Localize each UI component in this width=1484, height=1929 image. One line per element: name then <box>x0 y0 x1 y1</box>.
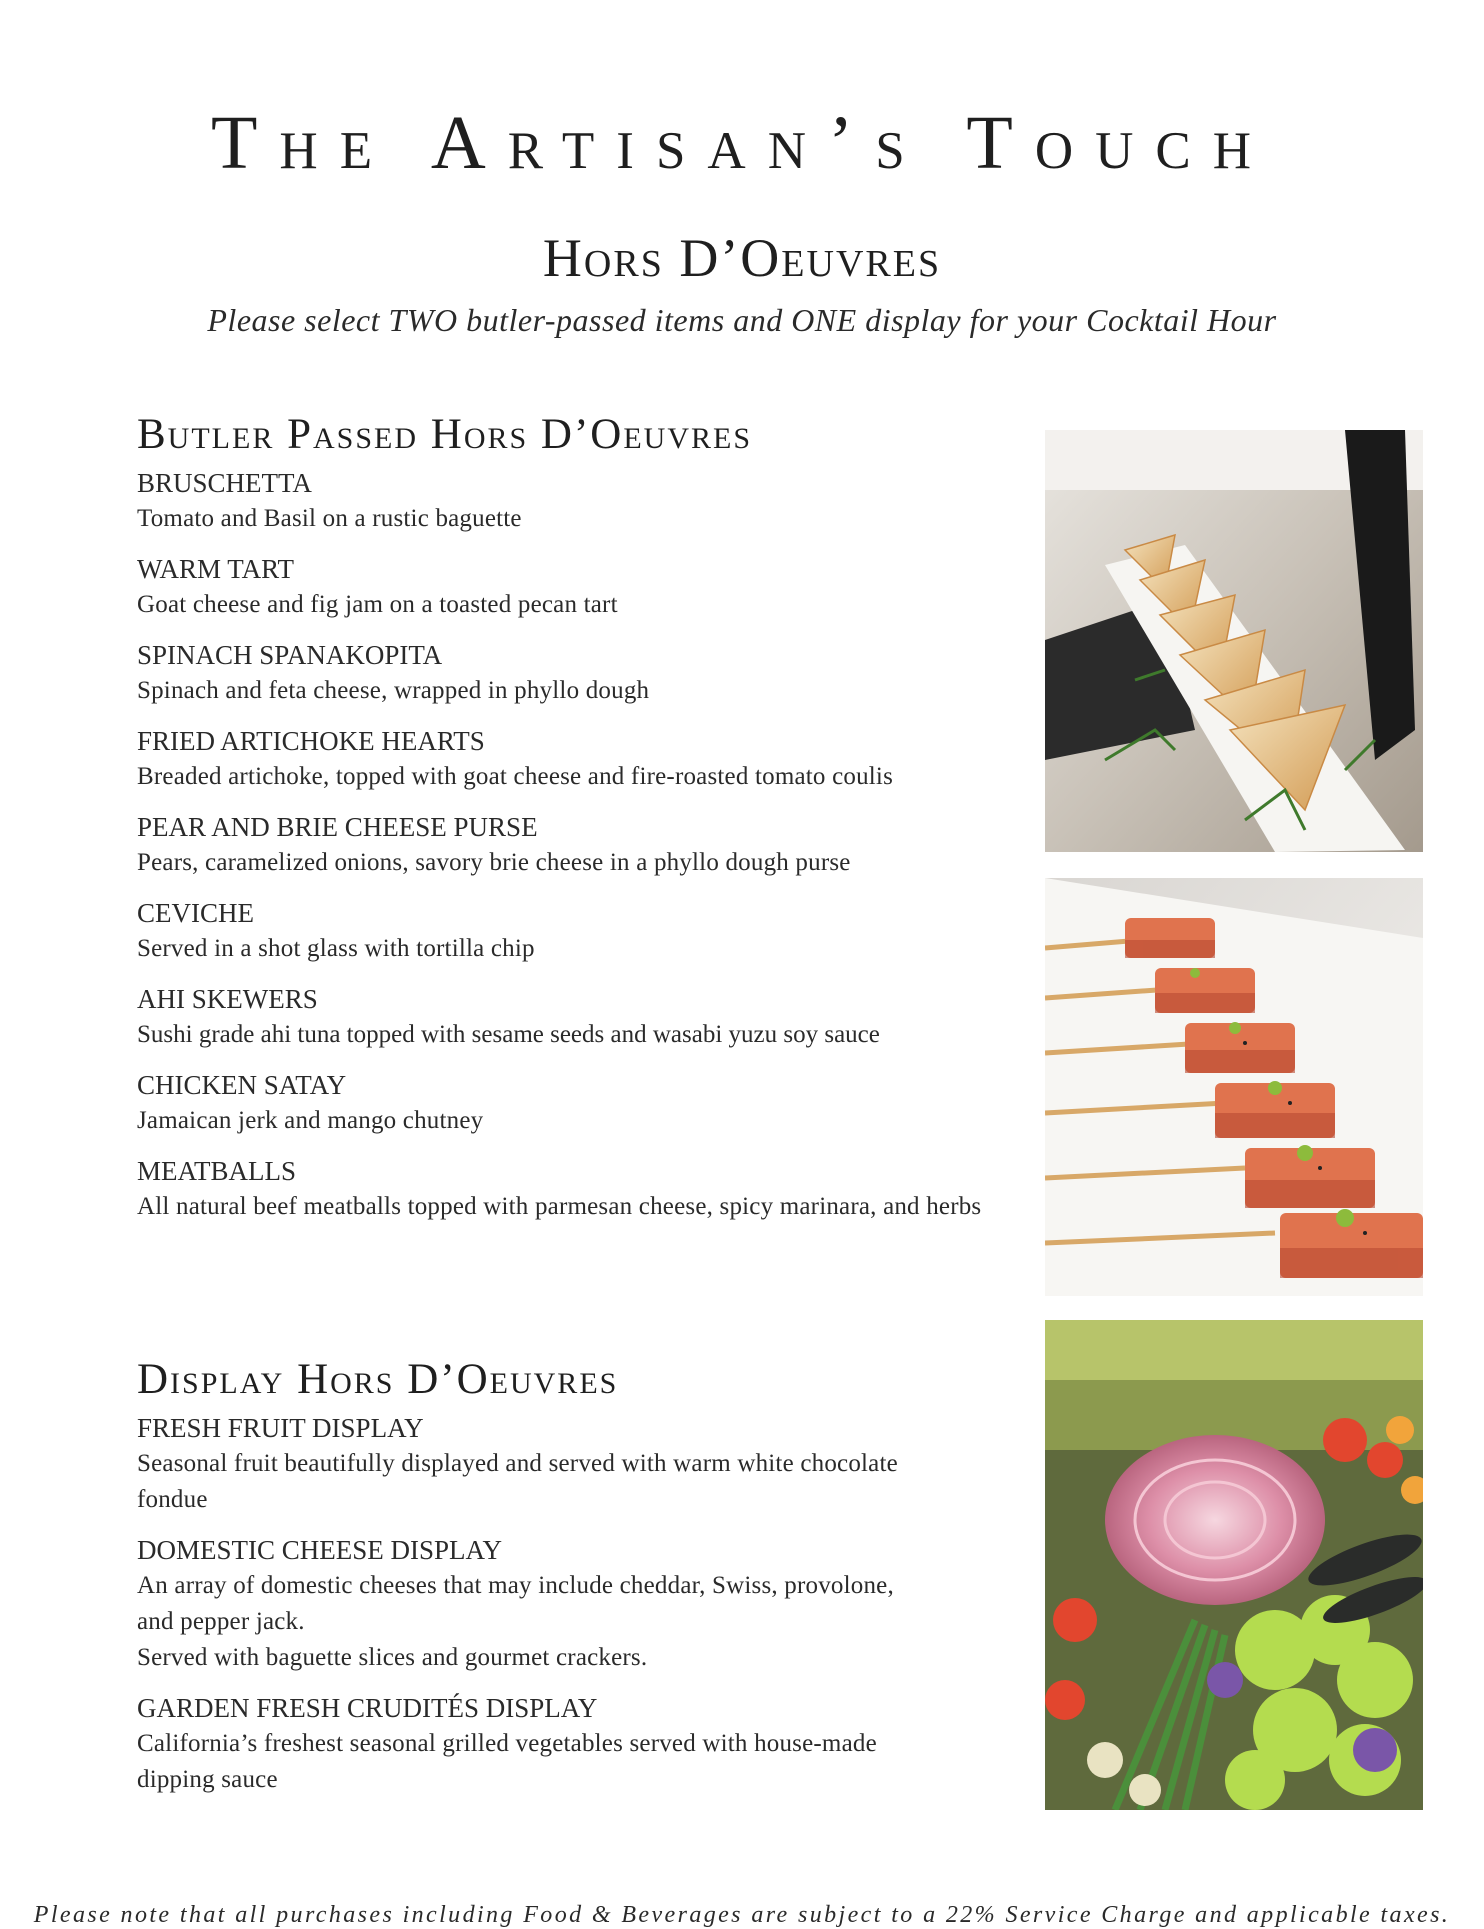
menu-item-cheese-display <box>137 1532 1017 1676</box>
item-name: BRUSCHETTA <box>137 468 312 499</box>
butler-passed-section <box>137 410 1017 1239</box>
item-description: Breaded artichoke, topped with goat cheese and fire-roasted tomato coulis <box>137 763 893 791</box>
item-description: Goat cheese and fig jam on a toasted pecan tart <box>137 591 618 619</box>
menu-item-chicken-satay <box>137 1067 1017 1139</box>
item-description: Served in a shot glass with tortilla chip <box>137 935 535 963</box>
item-name: WARM TART <box>137 554 294 585</box>
menu-item-ahi-skewers <box>137 981 1017 1053</box>
section-title: Display Hors D’Oeuvres <box>137 1356 619 1403</box>
item-description: Sushi grade ahi tuna topped with sesame seeds and wasabi yuzu soy sauce <box>137 1021 880 1049</box>
item-name: AHI SKEWERS <box>137 984 318 1015</box>
item-name: DOMESTIC CHEESE DISPLAY <box>137 1535 503 1566</box>
menu-item-ceviche <box>137 895 1017 967</box>
item-description: Pears, caramelized onions, savory brie cheese in a phyllo dough purse <box>137 849 851 877</box>
menu-item-warm-tart <box>137 551 1017 623</box>
item-description: An array of domestic cheeses that may include cheddar, Swiss, provolone, and pepper jack. <box>137 1572 894 1636</box>
page-subtitle: Please select TWO butler-passed items and ONE display for your Cocktail Hour <box>207 302 1277 338</box>
crudites-photo <box>1045 1320 1423 1810</box>
item-name: MEATBALLS <box>137 1156 297 1187</box>
brand-title: The Artisan’s Touch <box>211 101 1273 185</box>
item-name: GARDEN FRESH CRUDITÉS DISPLAY <box>137 1693 598 1724</box>
menu-item-artichoke-hearts <box>137 723 1017 795</box>
display-section <box>137 1355 1017 1812</box>
menu-item-fruit-display <box>137 1410 1017 1518</box>
item-description: California’s freshest seasonal grilled vegetables served with house-made dipping sauce <box>137 1730 877 1794</box>
footer-note: Please note that all purchases including Food & Beverages are subject to a 22% Service Charge and applicable taxes. <box>33 1902 1451 1928</box>
item-description: Spinach and feta cheese, wrapped in phyllo dough <box>137 677 650 705</box>
item-name: FRIED ARTICHOKE HEARTS <box>137 726 485 757</box>
ahi-skewers-photo <box>1045 878 1423 1296</box>
menu-item-crudites-display <box>137 1690 1017 1798</box>
item-description: All natural beef meatballs topped with parmesan cheese, spicy marinara, and herbs <box>137 1193 982 1221</box>
item-name: FRESH FRUIT DISPLAY <box>137 1413 424 1444</box>
section-title: Butler Passed Hors D’Oeuvres <box>137 411 753 458</box>
item-description: Seasonal fruit beautifully displayed and served with warm white chocolate fondue <box>137 1450 898 1514</box>
menu-item-spanakopita <box>137 637 1017 709</box>
menu-item-bruschetta <box>137 465 1017 537</box>
item-name: CHICKEN SATAY <box>137 1070 347 1101</box>
item-name: CEVICHE <box>137 898 254 929</box>
menu-item-meatballs <box>137 1153 1017 1225</box>
item-description: Jamaican jerk and mango chutney <box>137 1107 484 1135</box>
item-name: SPINACH SPANAKOPITA <box>137 640 443 671</box>
item-description-extra: Served with baguette slices and gourmet crackers. <box>137 1644 648 1672</box>
page-heading: Hors D’Oeuvres <box>542 228 942 288</box>
menu-item-pear-brie-purse <box>137 809 1017 881</box>
spanakopita-photo <box>1045 430 1423 852</box>
item-name: PEAR AND BRIE CHEESE PURSE <box>137 812 538 843</box>
item-description: Tomato and Basil on a rustic baguette <box>137 505 522 533</box>
